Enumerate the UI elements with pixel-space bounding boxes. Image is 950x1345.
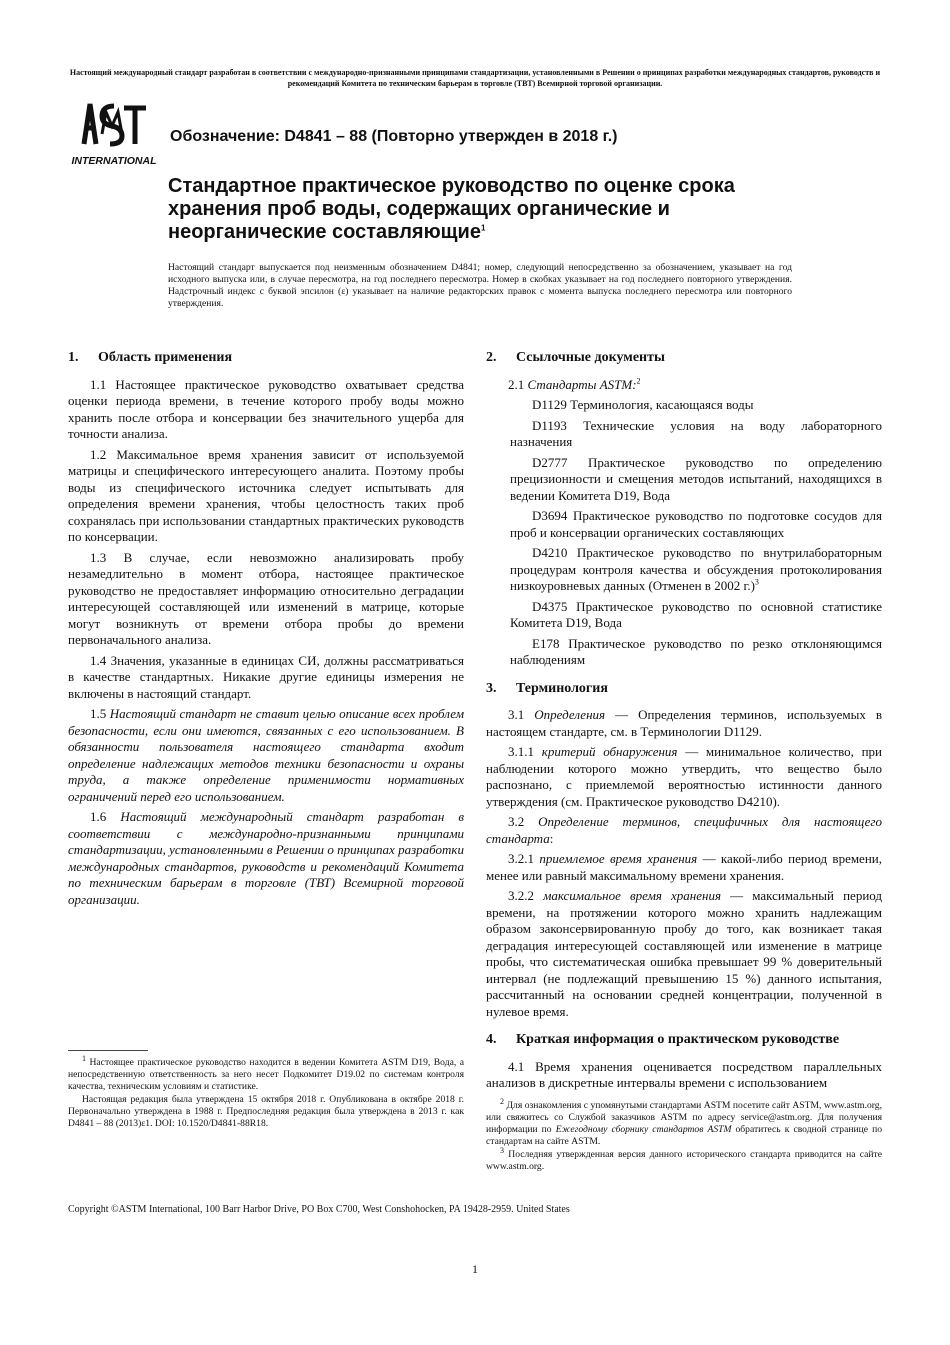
footnote-1: $^1$ Настоящее практическое руководство находится в ведении Комитета ASTM D19, Вода, а непосредственную ответственность за него несет Подкомитет D19.02 по системам контроля качества, техническим условиям и статистике. xyxy=(68,1053,464,1092)
footnote-2: $^2$ Для ознакомления с упомянутыми стандартами ASTM посетите сайт ASTM, www.astm.org, или свяжитесь со Службой заказчиков ASTM по адресу service@astm.org. Для получения информации по Ежегодному сборнику стандартов ASTM обратитесь к сводной странице по стандартам на сайте ASTM. xyxy=(486,1096,882,1147)
paragraph-1-3: 1.3 В случае, если невозможно анализировать пробу незамедлительно в момент отбора, настоящее практическое руководство не предоставляет информацию относительно деградации интересующей составляющей или изменений в матрице, которые могут возникнуть от времени отбора пробы до времени первоначального анализа. xyxy=(68,549,464,647)
left-column xyxy=(68,350,464,912)
paragraph-1-4: 1.4 Значения, указанные в единицах СИ, должны рассматриваться в качестве стандартных. Никакие другие единицы измерения не включены в настоящий стандарт. xyxy=(68,652,464,701)
section-3-heading: 3. Терминология xyxy=(486,680,608,696)
footnote-3: $^3$ Последняя утвержденная версия данного исторического стандарта приводится на сайте www.astm.org. xyxy=(486,1145,882,1172)
section-2-heading: 2. Ссылочные документы xyxy=(486,350,665,365)
paragraph-2-1: 2.1 Стандарты ASTM:$^2$ xyxy=(508,376,641,392)
ref-d1193: D1193 Технические условия на воду лабораторного назначения xyxy=(510,417,882,449)
page-number: 1 xyxy=(472,1262,478,1276)
paragraph-1-5: 1.5 Настоящий стандарт не ставит целью описание всех проблем безопасности, если они имеются, связанных с его использованием. В обязанности пользователя настоящего стандарта входит определение надлежащих методов техники безопасности и охраны труда, а также определение применимости нормативных ограничений перед его использованием. xyxy=(68,706,464,804)
footnotes-left xyxy=(68,1050,464,1131)
paragraph-1-2: 1.2 Максимальное время хранения зависит от используемой матрицы и специфического интересующего аналита. Поэтому пробы воды из специфического источника следует испытывать для определения времени хранения, чтобы целостность таких проб сохранялась при использовании стандартных практических руководств по консервации. xyxy=(68,446,464,544)
copyright: Copyright ©ASTM International, 100 Barr Harbor Drive, PO Box C700, West Conshohocken, PA 19428-2959. United States xyxy=(68,1204,570,1215)
footnotes-right xyxy=(486,1096,882,1174)
header-notice: Настоящий международный стандарт разработан в соответствии с международно-признанными принципами стандартизации, установленными в Решении о принципах разработки международных стандартов, руководств и рекомендаций Комитета по техническим барьерам в торговле (ТВТ) Всемирной торговой организации. xyxy=(69,68,881,88)
section-4-heading: 4. Краткая информация о практическом руководстве xyxy=(486,1032,840,1047)
footnote-divider xyxy=(68,1050,148,1051)
ref-d4210: D4210 Практическое руководство по внутрилабораторным процедурам контроля качества и обсуждения протоколирования низкоуровневых данных (Отменен в 2002 г.)$^3$ xyxy=(510,545,882,593)
paragraph-1-6: 1.6 Настоящий международный стандарт разработан в соответствии с международно-признанными принципами стандартизации, установленными в Решении о принципах разработки международных стандартов, руководств и рекомендаций Комитета по техническим барьерам в торговле (ТВТ) Всемирной торговой организации. xyxy=(68,809,464,907)
ref-d1129: D1129 Терминология, касающаяся воды xyxy=(532,397,754,412)
paragraph-3-2-2: 3.2.2 максимальное время хранения — максимальный период времени, на протяжении которого можно хранить надлежащим образом законсервированную пробу до того, как возникает такая деградация интересующей составляющей или изменение в матрице пробы, что систематическая ошибка превышает 99 % доверительный интервал (не подлежащий превышению 15 %) данного испытания, рассчитанный на основании средней концентрации, полученной в нулевое время. xyxy=(486,888,883,1019)
paragraph-3-2: 3.2 Определение терминов, специфичных для настоящего стандарта: xyxy=(486,814,882,846)
ref-d2777: D2777 Практическое руководство по определению прецизионности и смещения методов испытаний, находящихся в ведении Комитета D19, Вода xyxy=(510,454,882,503)
ref-d4375: D4375 Практическое руководство по основной статистике Комитета D19, Вода xyxy=(510,598,882,630)
logo-text: INTERNATIONAL xyxy=(71,155,157,167)
footnote-1-revision: Настоящая редакция была утверждена 15 октября 2018 г. Опубликована в октябре 2018 г. Первоначально утверждена в 1988 г. Предпоследняя редакция была утверждена в 2013 г. как D4841 – 88 (2013)ε1. DOI: 10.1520/D4841-88R18. xyxy=(68,1094,464,1129)
designation: Обозначение: D4841 – 88 (Повторно утвержден в 2018 г.) xyxy=(170,128,618,145)
astm-logo xyxy=(66,98,162,168)
paragraph-1-1: 1.1 Настоящее практическое руководство охватывает средства оценки периода времени, в течение которого пробу воды можно хранить после отбора и консервации без значительного ущерба для точности анализа. xyxy=(68,376,464,441)
paragraph-3-2-1: 3.2.1 приемлемое время хранения — какой-либо период времени, менее или равный максимальному времени хранения. xyxy=(486,851,882,883)
section-1-heading: 1. Область применения xyxy=(68,350,233,365)
page-title xyxy=(168,175,808,244)
ref-e178: E178 Практическое руководство по резко отклоняющимся наблюдениям xyxy=(510,635,882,667)
right-column xyxy=(486,350,882,1096)
title-text: Стандартное практическое руководство по оценке срока хранения проб воды, содержащих органические и неорганические составляющие xyxy=(168,175,735,243)
ref-d3694: D3694 Практическое руководство по подготовке сосудов для проб и консервации органических составляющих xyxy=(510,508,882,540)
paragraph-4-1: 4.1 Время хранения оценивается посредством параллельных анализов в дискретные интервалы времени с использованием xyxy=(486,1058,882,1090)
intro-paragraph: Настоящий стандарт выпускается под неизменным обозначением D4841; номер, следующий непосредственно за обозначением, указывает на год исходного выпуска или, в случае пересмотра, на год последнего пересмотра. Номер в скобках указывает на год последнего повторного утверждения. Надстрочный индекс с буквой эпсилон (ε) указывает на наличие редакторских правок с момента выпуска последнего пересмотра или повторного утверждения. xyxy=(168,262,792,309)
paragraph-3-1: 3.1 Определения — Определения терминов, используемых в настоящем стандарте, см. в Терминологии D1129. xyxy=(486,707,882,739)
paragraph-3-1-1: 3.1.1 критерий обнаружения — минимальное количество, при наблюдении которого можно утвердить, что вещество было распознано, с приемлемой вероятностью истинности данного утверждения (см. Практическое руководство D4210). xyxy=(486,744,883,809)
title-footnote-mark: 1 xyxy=(480,223,486,233)
